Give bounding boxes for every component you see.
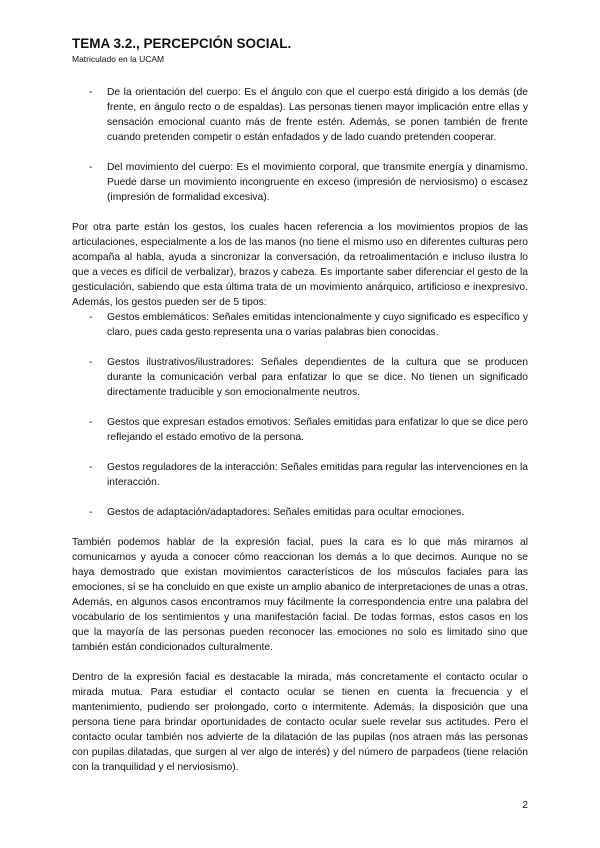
document-title: TEMA 3.2., PERCEPCIÓN SOCIAL.	[72, 36, 292, 51]
gesture-types-list	[72, 310, 528, 520]
list-item: - Gestos emblemáticos: Señales emitidas intencionalmente y cuyo significado es específico y claro, pues cada gesto representa una o varias palabras bien conocidas.	[72, 310, 528, 340]
body-movement-list	[72, 85, 528, 205]
list-item: - Gestos que expresan estados emotivos: Señales emitidas para enfatizar lo que se dice pero reflejando el estado emotivo de la persona.	[72, 415, 528, 445]
paragraph-facial-expression: También podemos hablar de la expresión facial, pues la cara es lo que más miramos al comunicarnos y ayuda a conocer cómo reaccionan los demás a lo que decimos. Aunque no se haya demostrado que existan movimientos característicos de los músculos faciales para las emociones, sí se ha concluido en que existe un amplio abanico de interpretaciones de unas a otras. Además, en algunos casos encontramos muy fácilmente la correspondencia entre una palabra del vocabulario de los sentimientos y una manifestación facial. De todas formas, estos casos en los que la mayoría de las personas pueden reconocer las emociones no solo es limitado sino que también están condicionados culturalmente.	[72, 537, 528, 653]
page-number: 2	[522, 800, 528, 811]
paragraph-gestures: Por otra parte están los gestos, los cuales hacen referencia a los movimientos propios de las articulaciones, especialmente a los de las manos (no tiene el mismo uso en diferentes culturas pero acompaña al habla, ayuda a sincronizar la conversación, da retroalimentación e incluso ilustra lo que a veces es difícil de verbalizar), brazos y cabeza. Es importante saber diferenciar el gesto de la gesticulación, sabiendo que esta última trata de un movimiento anárquico, artificioso e inexpresivo. Además, los gestos pueden ser de 5 tipos:	[72, 222, 528, 308]
list-item: - Gestos de adaptación/adaptadores: Señales emitidas para ocultar emociones.	[72, 505, 528, 520]
list-item: - Gestos reguladores de la interacción: Señales emitidas para regular las intervenciones en la interacción.	[72, 460, 528, 490]
list-item: - Gestos ilustrativos/ilustradores: Señales dependientes de la cultura que se producen durante la comunicación verbal para enfatizar lo que se dice. No tienen un significado directamente traducible y son emocionalmente neutros.	[72, 355, 528, 400]
list-item: - Del movimiento del cuerpo: Es el movimiento corporal, que transmite energía y dinamismo. Puede darse un movimiento incongruente en exceso (impresión de nerviosismo) o escasez (impresión de formalidad excesiva).	[72, 160, 528, 205]
document-subtitle: Matriculado en la UCAM	[72, 54, 165, 64]
paragraph-gaze: Dentro de la expresión facial es destacable la mirada, más concretamente el contacto ocular o mirada mutua. Para estudiar el contacto ocular se tienen en cuenta la frecuencia y el mantenimiento, pudiendo ser prolongado, corto o intermitente. Además, la disposición que una persona tiene para brindar oportunidades de contacto ocular suele revelar sus actitudes. Pero el contacto ocular también nos advierte de la dilatación de las pupilas (nos atraen más las personas con pupilas dilatadas, que surgen al ver algo de interés) y del número de parpadeos (tiene relación con la tranquilidad y el nerviosismo).	[72, 672, 528, 773]
list-item: - De la orientación del cuerpo: Es el ángulo con que el cuerpo está dirigido a los demás (de frente, en ángulo recto o de espaldas). Las personas tienen mayor implicación entre ellas y sensación emocional cuanto más de frente estén. Además, se ponen también de frente cuando pretenden competir o están enfadados y de lado cuando pretenden cooperar.	[72, 85, 528, 145]
